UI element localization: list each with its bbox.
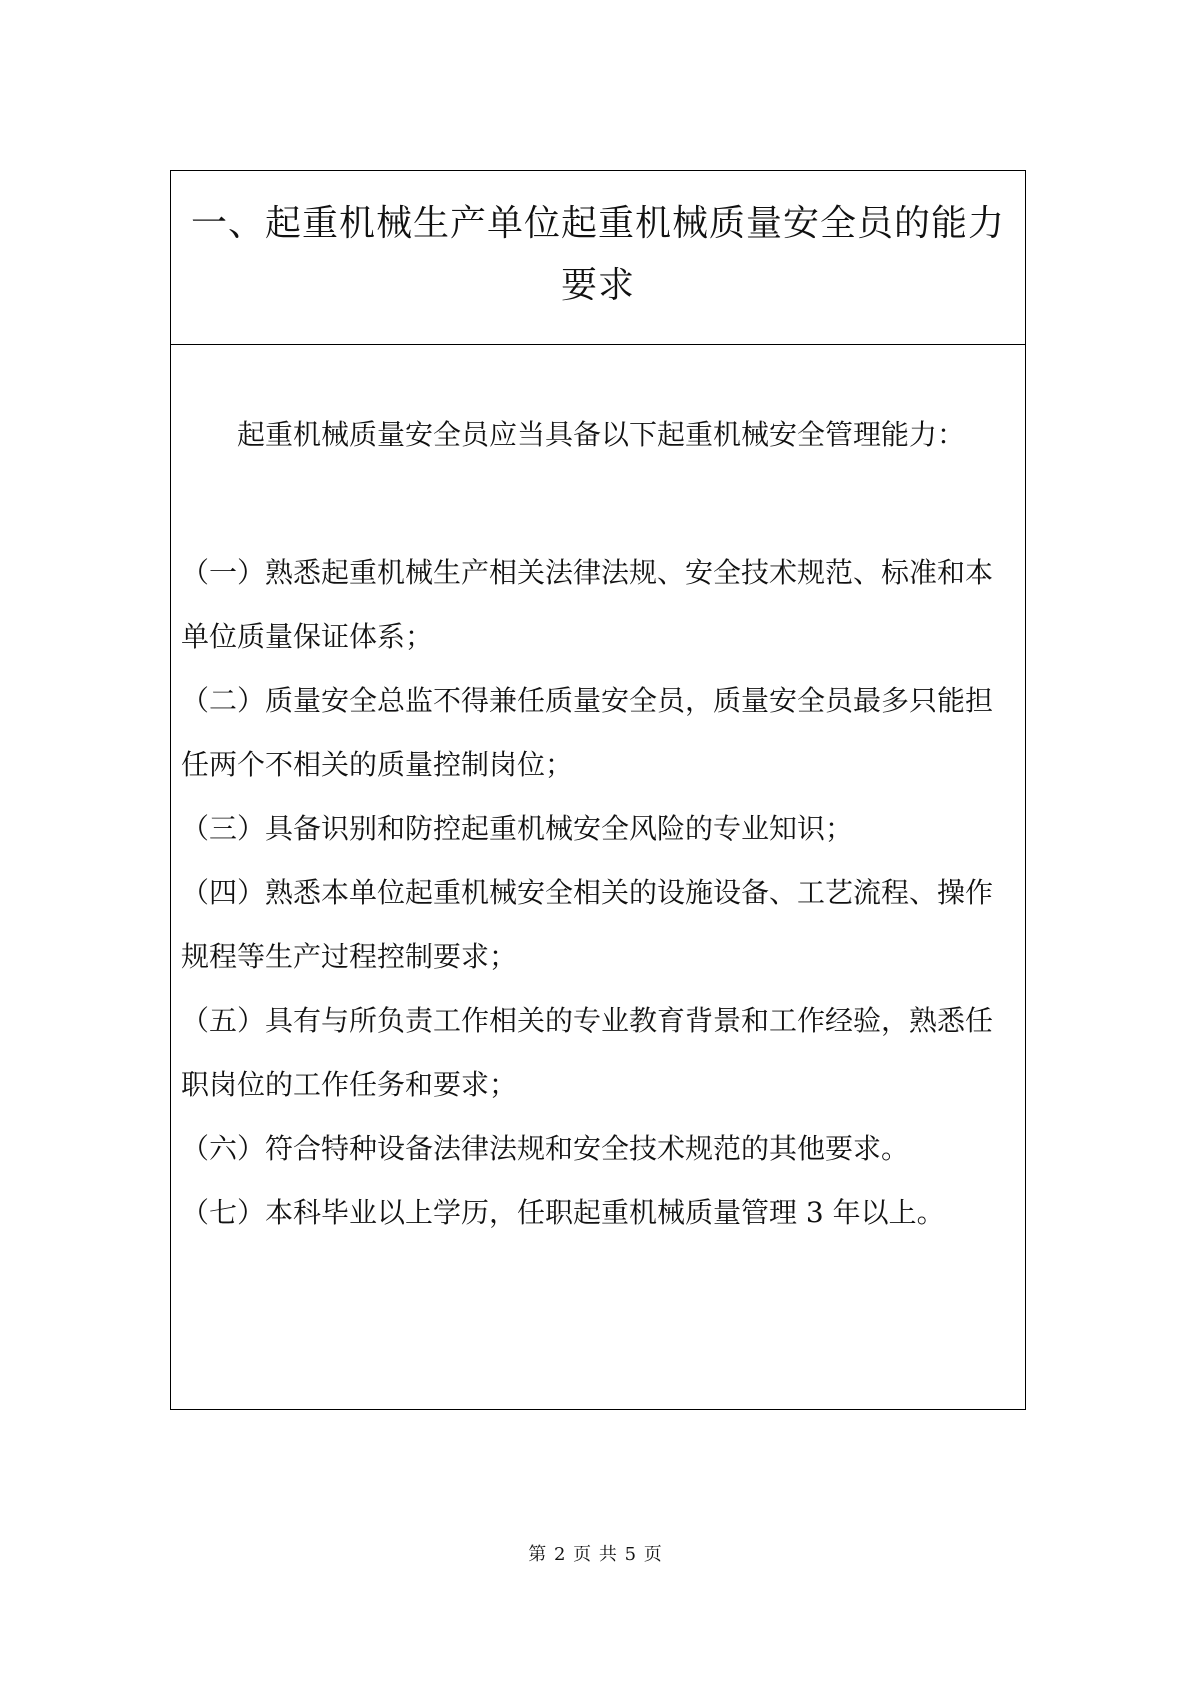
content-cell bbox=[171, 345, 1025, 1409]
requirement-item-5: （五）具有与所负责工作相关的专业教育背景和工作经验，熟悉任职岗位的工作任务和要求； bbox=[181, 1004, 994, 1101]
title-cell bbox=[171, 171, 1025, 345]
document-title: 一、起重机械生产单位起重机械质量安全员的能力要求 bbox=[190, 203, 1005, 306]
requirement-item-7: （七）本科毕业以上学历，任职起重机械质量管理 3 年以上。 bbox=[181, 1196, 945, 1229]
requirement-item-1: （一）熟悉起重机械生产相关法律法规、安全技术规范、标准和本单位质量保证体系； bbox=[181, 556, 994, 653]
intro-paragraph: 起重机械质量安全员应当具备以下起重机械安全管理能力： bbox=[237, 418, 966, 451]
requirement-item-3: （三）具备识别和防控起重机械安全风险的专业知识； bbox=[181, 812, 854, 845]
page-number-footer: 第 2 页 共 5 页 bbox=[528, 1544, 663, 1565]
requirement-item-4: （四）熟悉本单位起重机械安全相关的设施设备、工艺流程、操作规程等生产过程控制要求； bbox=[181, 876, 994, 973]
document-table bbox=[170, 170, 1026, 1410]
requirement-item-2: （二）质量安全总监不得兼任质量安全员，质量安全员最多只能担任两个不相关的质量控制岗位； bbox=[181, 684, 994, 781]
requirement-item-6: （六）符合特种设备法律法规和安全技术规范的其他要求。 bbox=[181, 1132, 910, 1165]
